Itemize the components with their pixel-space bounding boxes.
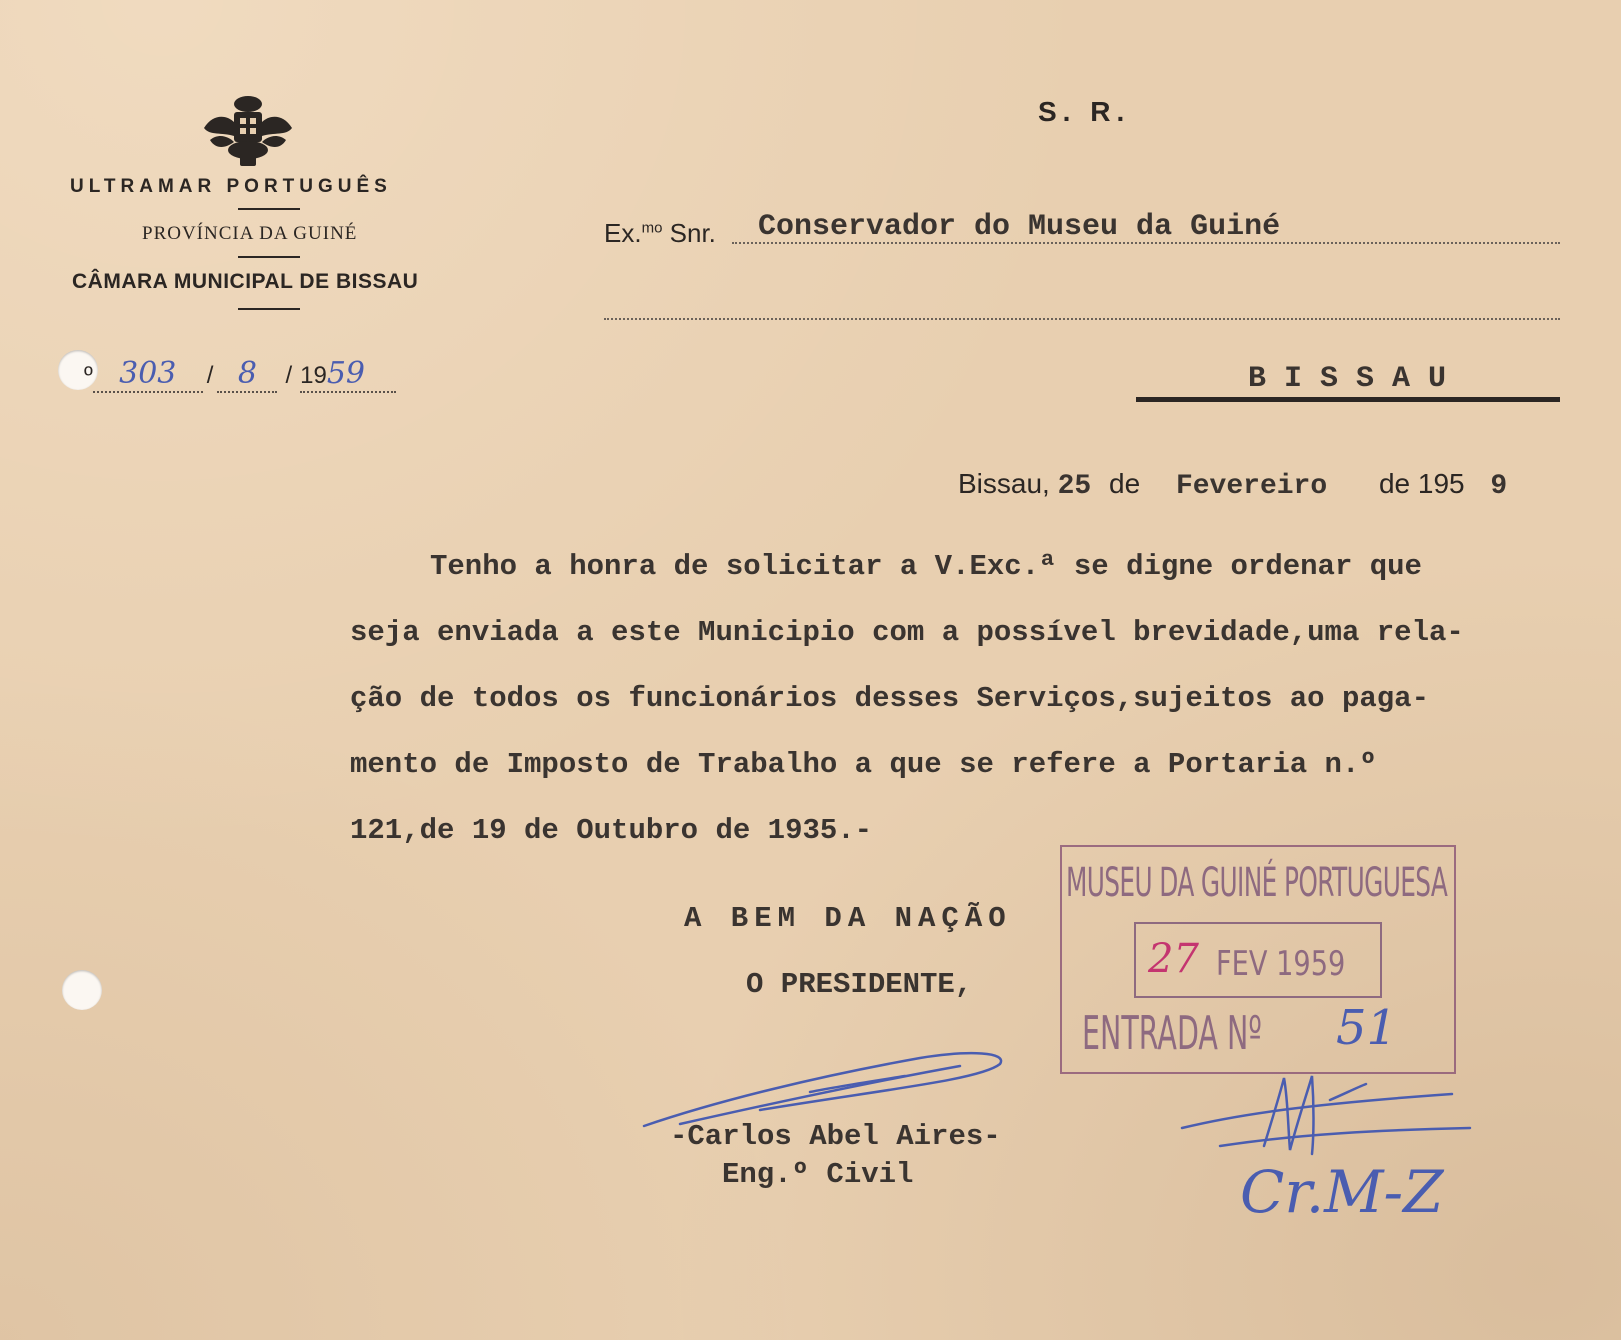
stamp-entry-number: 51 [1336, 1000, 1398, 1056]
reference-separator: / [206, 362, 214, 389]
reference-year-suffix: 59 [326, 356, 365, 391]
reference-year-prefix: 19 [300, 362, 327, 389]
body-line: ção de todos os funcionários desses Serviços,sujeitos ao paga- [350, 682, 1429, 715]
closing-title: O PRESIDENTE, [746, 968, 973, 1001]
handwritten-note: Cr.M-Z [1240, 1158, 1444, 1226]
letterhead-municipality: CÂMARA MUNICIPAL DE BISSAU [72, 270, 419, 293]
addressee-label-sup: mo [641, 219, 663, 237]
date-de: de [1109, 468, 1141, 499]
stamp-title: MUSEU DA GUINÉ PORTUGUESA [1066, 860, 1448, 906]
punch-hole-bottom [62, 970, 102, 1010]
date-day: 25 [1057, 471, 1092, 502]
reference-section: 8 [237, 356, 257, 391]
stamp-date: FEV 1959 [1216, 944, 1346, 984]
letter-date [958, 468, 1507, 502]
signatory-name: -Carlos Abel Aires- [670, 1120, 1001, 1153]
reference-number [84, 356, 464, 392]
stamp-day: 27 [1148, 936, 1199, 982]
service-mark: S. R. [1038, 96, 1131, 127]
body-line: Tenho a honra de solicitar a V.Exc.ª se digne ordenar que [430, 550, 1422, 583]
reference-separator: / [285, 362, 293, 389]
date-year-digit: 9 [1490, 471, 1508, 502]
reference-prefix: º [84, 362, 93, 389]
letterhead-divider [238, 308, 300, 310]
stamp-entry-label: ENTRADA Nº [1082, 1006, 1262, 1060]
body-line: 121,de 19 de Outubro de 1935.- [350, 814, 873, 847]
closing-salutation: A BEM DA NAÇÃO [684, 902, 1012, 935]
date-year-prefix: de 195 [1378, 468, 1465, 499]
date-place: Bissau, [958, 468, 1050, 499]
city-underline [1136, 397, 1560, 402]
letterhead-overseas: ULTRAMAR PORTUGUÊS [70, 176, 392, 197]
addressee-dotted-line-2 [604, 318, 1560, 320]
addressee-city: BISSAU [1248, 362, 1465, 396]
body-line: mento de Imposto de Trabalho a que se refere a Portaria n.º [350, 748, 1377, 781]
signatory-title: Eng.º Civil [722, 1158, 914, 1191]
coat-of-arms-icon [200, 92, 296, 168]
addressee-label [604, 218, 716, 249]
date-month: Fevereiro [1175, 471, 1328, 502]
letterhead-province: PROVÍNCIA DA GUINÉ [142, 223, 358, 244]
reference-number-value: 303 [119, 356, 177, 391]
letterhead-divider [238, 256, 300, 258]
body-line: seja enviada a este Municipio com a possível brevidade,uma rela- [350, 616, 1464, 649]
addressee-name: Conservador do Museu da Guiné [758, 210, 1281, 244]
addressee-label-suffix: Snr. [669, 218, 716, 248]
addressee-label-prefix: Ex. [604, 218, 642, 248]
letterhead-divider [238, 208, 300, 210]
